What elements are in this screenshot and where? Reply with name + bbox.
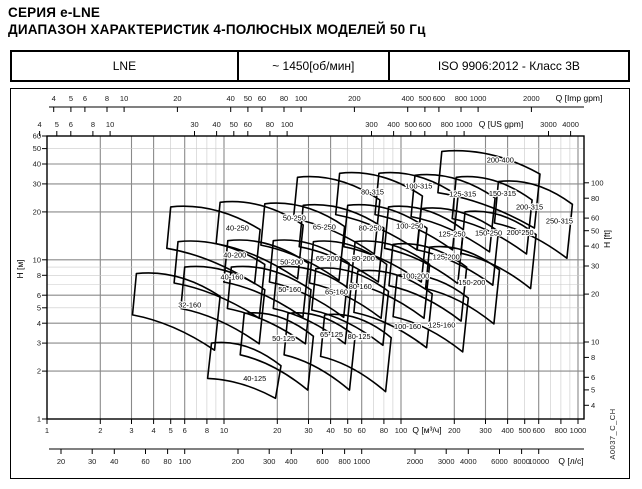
svg-text:250-315: 250-315	[545, 216, 573, 226]
svg-text:80: 80	[379, 426, 389, 435]
svg-text:65-125: 65-125	[319, 329, 344, 339]
svg-text:125-200: 125-200	[432, 252, 460, 262]
svg-text:100: 100	[280, 120, 294, 129]
svg-text:3000: 3000	[540, 120, 557, 129]
svg-text:100-250: 100-250	[396, 221, 424, 231]
svg-text:65-200: 65-200	[315, 254, 339, 263]
axis-imp-gpm	[49, 93, 602, 112]
svg-text:4000: 4000	[459, 457, 477, 466]
svg-text:10: 10	[119, 94, 129, 103]
svg-text:600: 600	[432, 94, 446, 103]
header-table	[10, 50, 630, 82]
svg-text:Q [Imp gpm]: Q [Imp gpm]	[555, 93, 603, 103]
axis-ls	[49, 449, 584, 466]
svg-text:200-250: 200-250	[506, 227, 534, 237]
svg-text:6: 6	[591, 372, 596, 382]
axis-us-gpm	[38, 119, 579, 136]
svg-text:500: 500	[418, 94, 432, 103]
svg-text:A0037_C_CH: A0037_C_CH	[608, 408, 617, 460]
svg-text:400: 400	[401, 94, 414, 103]
svg-text:10: 10	[105, 120, 115, 129]
svg-text:10: 10	[219, 426, 229, 435]
svg-text:80-125: 80-125	[347, 332, 371, 341]
svg-text:500: 500	[404, 120, 418, 129]
svg-text:600: 600	[316, 457, 329, 466]
svg-text:8: 8	[104, 94, 110, 103]
model-labels	[178, 156, 573, 383]
svg-text:100: 100	[591, 178, 604, 188]
svg-text:125-250: 125-250	[438, 229, 466, 239]
svg-text:20: 20	[273, 426, 282, 435]
svg-text:300: 300	[365, 120, 378, 129]
svg-text:40: 40	[591, 241, 600, 251]
svg-text:100-200: 100-200	[402, 271, 430, 281]
svg-text:80-315: 80-315	[360, 187, 385, 197]
svg-text:40-200: 40-200	[223, 250, 247, 260]
svg-text:1000: 1000	[455, 120, 473, 129]
svg-text:150-315: 150-315	[488, 189, 516, 198]
svg-text:200-315: 200-315	[515, 202, 544, 212]
title-block	[8, 4, 628, 38]
svg-text:6: 6	[36, 290, 41, 300]
svg-text:60: 60	[591, 213, 600, 223]
svg-text:2: 2	[98, 426, 103, 435]
svg-text:30: 30	[88, 457, 97, 466]
svg-text:1: 1	[44, 426, 50, 435]
svg-text:4: 4	[151, 426, 156, 435]
svg-text:80: 80	[265, 120, 275, 129]
svg-text:10: 10	[591, 337, 600, 347]
svg-text:100-315: 100-315	[405, 181, 433, 191]
svg-text:4: 4	[36, 318, 41, 328]
svg-text:60: 60	[357, 426, 366, 435]
speed-cell: ~ 1450[об/мин]	[237, 52, 388, 80]
svg-text:500: 500	[518, 426, 531, 435]
svg-text:1000: 1000	[469, 94, 487, 103]
svg-text:32-160: 32-160	[178, 300, 202, 310]
svg-text:400: 400	[387, 120, 400, 129]
svg-text:2: 2	[36, 366, 41, 376]
svg-text:50: 50	[591, 226, 600, 236]
svg-text:2000: 2000	[406, 457, 424, 466]
svg-text:20: 20	[173, 94, 182, 103]
svg-text:8: 8	[591, 353, 596, 362]
svg-text:50-160: 50-160	[278, 285, 302, 295]
svg-text:80: 80	[591, 193, 600, 203]
svg-text:6: 6	[82, 94, 87, 103]
svg-text:1000: 1000	[353, 457, 371, 466]
svg-text:400: 400	[285, 457, 298, 466]
svg-text:8000: 8000	[513, 457, 530, 466]
svg-text:4: 4	[591, 400, 596, 410]
svg-text:10: 10	[32, 255, 41, 265]
svg-text:5: 5	[36, 303, 41, 313]
svg-text:4: 4	[37, 120, 42, 129]
svg-text:125-160: 125-160	[428, 320, 456, 330]
svg-text:5: 5	[54, 120, 59, 129]
svg-text:8: 8	[204, 426, 209, 435]
svg-text:40-160: 40-160	[220, 272, 244, 282]
svg-text:50: 50	[243, 94, 253, 103]
svg-text:200: 200	[231, 457, 245, 466]
svg-text:150-250: 150-250	[474, 228, 503, 238]
svg-text:20: 20	[591, 289, 600, 299]
svg-text:600: 600	[418, 120, 432, 129]
svg-text:300: 300	[262, 457, 276, 466]
svg-text:40: 40	[32, 159, 41, 169]
svg-text:50: 50	[343, 426, 352, 435]
svg-text:50-250: 50-250	[282, 213, 306, 223]
svg-text:6: 6	[182, 426, 187, 435]
svg-text:30: 30	[304, 426, 313, 435]
svg-text:80: 80	[163, 457, 172, 466]
svg-text:80-160: 80-160	[348, 282, 372, 291]
svg-text:80-200: 80-200	[351, 254, 375, 263]
svg-text:60: 60	[32, 131, 41, 141]
svg-text:6000: 6000	[491, 457, 508, 466]
svg-text:3: 3	[36, 338, 41, 348]
svg-text:20: 20	[56, 457, 66, 466]
svg-text:8: 8	[90, 120, 95, 129]
svg-text:Q [м³/ч]: Q [м³/ч]	[412, 425, 442, 435]
svg-text:100: 100	[294, 94, 308, 103]
svg-text:3000: 3000	[437, 457, 455, 466]
svg-text:800: 800	[338, 457, 351, 466]
svg-text:50: 50	[32, 144, 41, 154]
svg-text:40: 40	[326, 426, 335, 435]
page-subtitle: ДИАПАЗОН ХАРАКТЕРИСТИК 4-ПОЛЮСНЫХ МОДЕЛЕЙ 50 Гц	[8, 22, 426, 37]
svg-text:40: 40	[226, 94, 235, 103]
svg-text:5: 5	[68, 94, 73, 103]
svg-text:50-125: 50-125	[272, 334, 296, 344]
svg-text:Q [US gpm]: Q [US gpm]	[478, 119, 524, 129]
svg-text:60: 60	[141, 457, 150, 466]
svg-text:200-400: 200-400	[486, 155, 514, 165]
svg-text:1: 1	[36, 414, 41, 424]
axis-m3h	[45, 419, 586, 435]
svg-text:2000: 2000	[523, 94, 540, 103]
svg-text:400: 400	[501, 426, 514, 435]
svg-text:40-250: 40-250	[225, 223, 249, 233]
svg-text:800: 800	[454, 94, 468, 103]
axis-h-m	[15, 132, 47, 424]
svg-text:50: 50	[229, 120, 238, 129]
drawing-code	[608, 408, 617, 459]
svg-text:65-160: 65-160	[324, 287, 349, 297]
svg-text:10000: 10000	[528, 457, 550, 466]
svg-text:3: 3	[129, 426, 134, 435]
svg-text:80-250: 80-250	[358, 223, 382, 233]
svg-text:Q [л/с]: Q [л/с]	[558, 456, 584, 466]
pump-range-chart	[10, 88, 630, 479]
series-cell: LNE	[112, 59, 137, 73]
svg-text:30: 30	[32, 179, 41, 189]
svg-text:30: 30	[591, 261, 600, 271]
pump-range-chart-svg	[11, 89, 628, 477]
svg-text:5: 5	[168, 426, 173, 435]
svg-text:5: 5	[591, 385, 596, 395]
svg-text:50-200: 50-200	[280, 257, 304, 267]
svg-text:800: 800	[554, 426, 568, 435]
svg-text:100: 100	[178, 457, 191, 466]
svg-text:40: 40	[110, 457, 119, 466]
svg-text:H [м]: H [м]	[15, 259, 25, 279]
svg-text:30: 30	[190, 120, 199, 129]
standard-cell: ISO 9906:2012 - Класс 3B	[388, 52, 628, 80]
svg-text:4000: 4000	[562, 120, 579, 129]
svg-text:H [ft]: H [ft]	[602, 230, 612, 248]
svg-text:80: 80	[279, 94, 289, 103]
svg-text:20: 20	[32, 207, 41, 217]
svg-text:600: 600	[532, 426, 545, 435]
svg-text:125-315: 125-315	[449, 189, 477, 199]
svg-text:65-250: 65-250	[312, 222, 336, 232]
svg-text:60: 60	[257, 94, 267, 103]
page-title: СЕРИЯ e-LNE	[8, 5, 101, 20]
svg-text:200: 200	[448, 426, 461, 435]
svg-text:6: 6	[68, 120, 73, 129]
svg-text:200: 200	[348, 94, 361, 103]
svg-text:40: 40	[212, 120, 221, 129]
svg-text:150-200: 150-200	[458, 278, 486, 288]
svg-text:4: 4	[51, 94, 56, 103]
svg-text:300: 300	[479, 426, 492, 435]
svg-text:60: 60	[243, 120, 252, 129]
svg-text:40-125: 40-125	[243, 373, 267, 383]
svg-text:100-160: 100-160	[394, 322, 422, 332]
svg-text:100: 100	[394, 426, 408, 435]
svg-text:800: 800	[440, 120, 454, 129]
axis-h-ft	[584, 178, 612, 410]
svg-text:1000: 1000	[569, 426, 587, 435]
pump-envelopes	[133, 151, 573, 399]
svg-text:8: 8	[36, 270, 41, 280]
